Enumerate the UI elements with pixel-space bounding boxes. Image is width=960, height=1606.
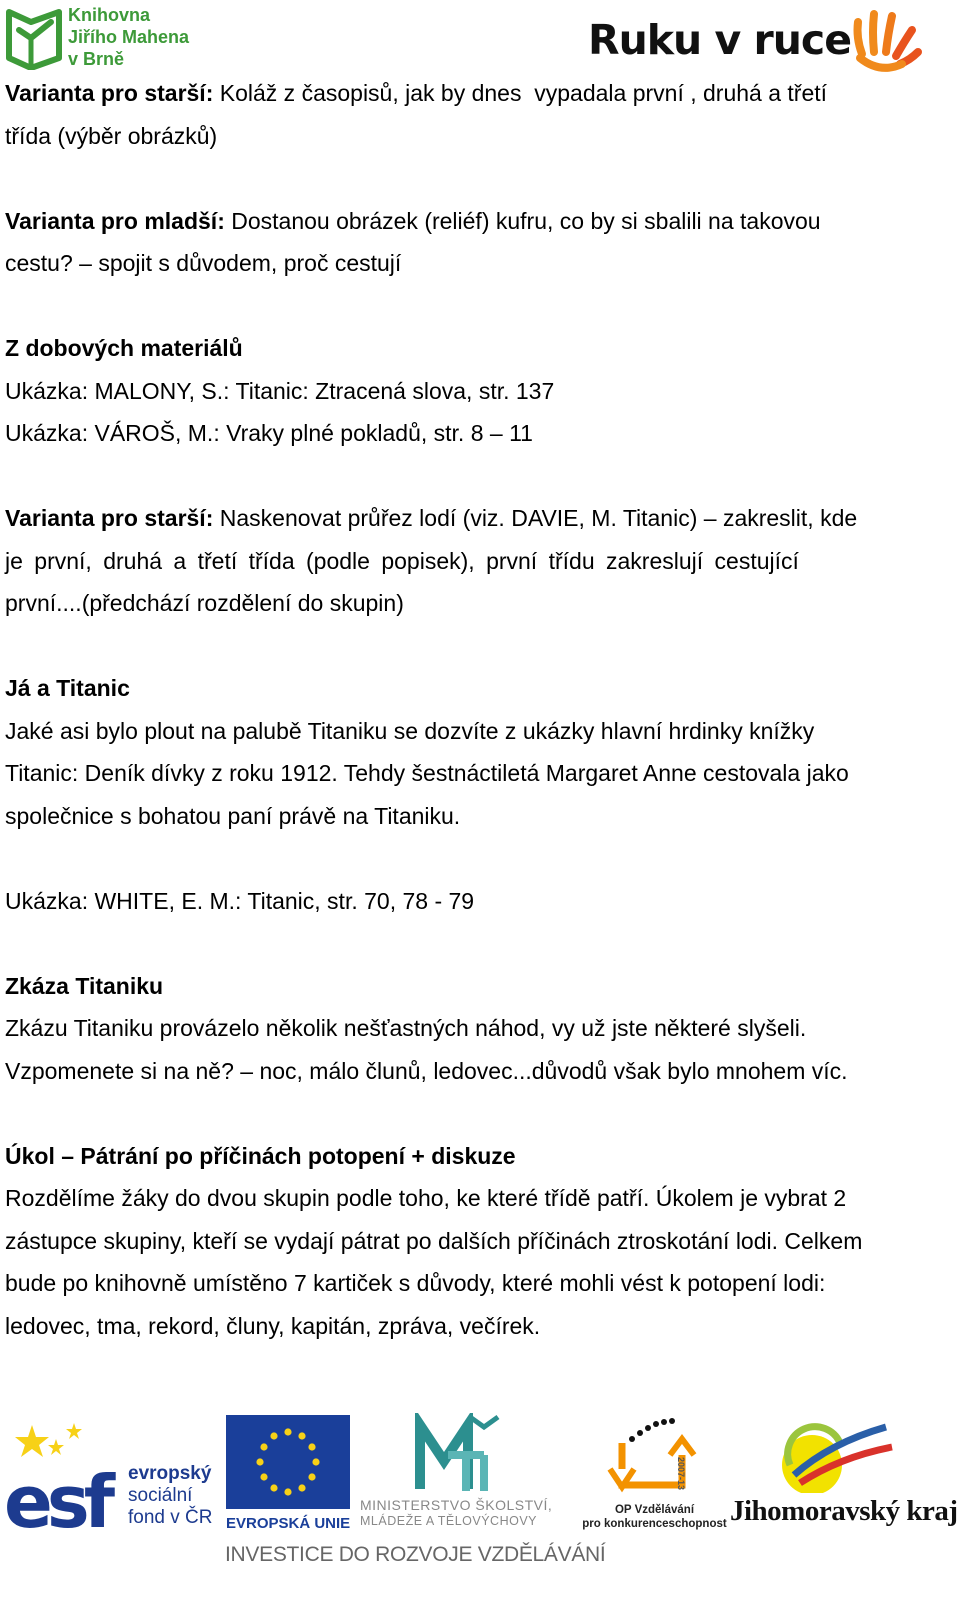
ukol-line2: zástupce skupiny, kteří se vydají pátrat po dalších příčinách ztroskotání lodi. Celkem: [5, 1227, 863, 1254]
p1-line2: třída (výběr obrázků): [5, 122, 218, 149]
library-logo-line1: Knihovna: [68, 5, 151, 25]
esf-line1: evropský: [128, 1463, 212, 1484]
esf-line3: fond v ČR: [128, 1507, 213, 1528]
library-logo-line2: Jiřího Mahena: [68, 27, 190, 47]
op-vk-badge: 2007-13: [676, 1457, 686, 1491]
eu-flag-icon: [226, 1415, 350, 1509]
section-heading-ja-a-titanic: Já a Titanic: [5, 675, 130, 701]
zkaza-line1: Zkázu Titaniku provázelo několik nešťastných náhod, vy už jste některé slyšeli.: [5, 1015, 807, 1041]
ja-titanic-line1: Jaké asi bylo plout na palubě Titaniku se dozvíte z ukázky hlavní hrdinky knížky: [5, 717, 815, 744]
p3-line3: první....(předchází rozdělení do skupin): [5, 590, 404, 616]
investice-slogan: INVESTICE DO ROZVOJE VZDĚLÁVÁNÍ: [225, 1543, 606, 1566]
msmt-logo-label: [360, 1413, 363, 1414]
op-vk-line2: pro konkurenceschopnost: [582, 1518, 727, 1530]
p3-line1: [5, 497, 933, 540]
p1-line1-text: Koláž z časopisů, jak by dnes vypadala první , druhá a třetí: [213, 80, 828, 106]
white-reference: Ukázka: WHITE, E. M.: Titanic, str. 70, 78 - 79: [5, 887, 475, 914]
p3-bold-label: Varianta pro starší:: [5, 505, 214, 531]
library-logo-line3: v Brně: [68, 49, 125, 69]
section-heading-zkaza: Zkáza Titaniku: [5, 972, 164, 999]
ukol-line3: bude po knihovně umístěno 7 kartiček s důvody, které mohli vést k potopení lodi:: [5, 1270, 826, 1296]
eu-label: EVROPSKÁ UNIE: [226, 1515, 351, 1532]
p1-bold-label: Varianta pro starší:: [5, 80, 214, 106]
library-logo: [5, 4, 205, 72]
jmk-mark-icon: [730, 1413, 935, 1493]
ja-titanic-line3: společnice s bohatou paní právě na Titaniku.: [5, 802, 461, 829]
p3-line1-text: Naskenovat průřez lodí (viz. DAVIE, M. Titanic) – zakreslit, kde: [213, 505, 858, 531]
jmk-label: Jihomoravský kraj: [730, 1495, 958, 1527]
p2-line2: cestu? – spojit s důvodem, proč cestují: [5, 250, 402, 276]
esf-logo-label: [4, 1415, 5, 1416]
zkaza-line2: Vzpomenete si na ně? – noc, málo člunů, ledovec...důvodů však bylo mnohem víc.: [5, 1057, 848, 1084]
esf-logo: [4, 1415, 219, 1535]
p2-bold-label: Varianta pro mladší:: [5, 207, 225, 234]
section-heading-ukol: Úkol – Pátrání po příčinách potopení + diskuze: [5, 1142, 516, 1169]
ukol-line1: Rozdělíme žáky do dvou skupin podle toho, ke které třídě patří. Úkolem je vybrat 2: [5, 1185, 847, 1211]
msmt-logo: [360, 1413, 580, 1538]
p3-line2: je první, druhá a třetí třída (podle popisek), první třídu zakreslují cestující: [5, 547, 799, 574]
esf-mark-icon: [4, 1415, 122, 1533]
materials-line2: Ukázka: VÁROŠ, M.: Vraky plné pokladů, str. 8 – 11: [5, 420, 533, 446]
msmt-mark-icon: [360, 1413, 580, 1495]
book-icon: [5, 8, 65, 70]
op-vk-mark-icon: [582, 1413, 727, 1503]
msmt-line1: MINISTERSTVO ŠKOLSTVÍ,: [360, 1497, 553, 1513]
hand-icon: [850, 8, 924, 76]
p2-line1-text: Dostanou obrázek (reliéf) kufru, co by si sbalili na takovou: [224, 207, 821, 234]
op-vk-line1: OP Vzdělávání: [614, 1504, 695, 1516]
ja-titanic-line2: Titanic: Deník dívky z roku 1912. Tehdy šestnáctiletá Margaret Anne cestovala jako: [5, 760, 849, 786]
svg-text:esf: esf: [4, 1460, 110, 1533]
document-body: [5, 72, 933, 1347]
materials-line1: Ukázka: MALONY, S.: Titanic: Ztracená slova, str. 137: [5, 377, 555, 404]
op-vk-logo: [582, 1413, 727, 1538]
esf-line2: sociální: [128, 1485, 193, 1506]
project-logo-text: Ruku v ruce: [588, 16, 852, 64]
eu-logo: [226, 1415, 356, 1540]
msmt-line2: MLÁDEŽE A TĚLOVÝCHOVY: [360, 1514, 537, 1528]
ukol-line4: ledovec, tma, rekord, čluny, kapitán, zpráva, večírek.: [5, 1312, 541, 1339]
section-heading-materials: Z dobových materiálů: [5, 335, 243, 361]
project-logo: [588, 8, 928, 78]
funding-logos: [0, 1405, 960, 1605]
p1-line1: [5, 72, 933, 115]
p2-line1: [5, 200, 933, 243]
jmk-logo: [730, 1413, 958, 1538]
